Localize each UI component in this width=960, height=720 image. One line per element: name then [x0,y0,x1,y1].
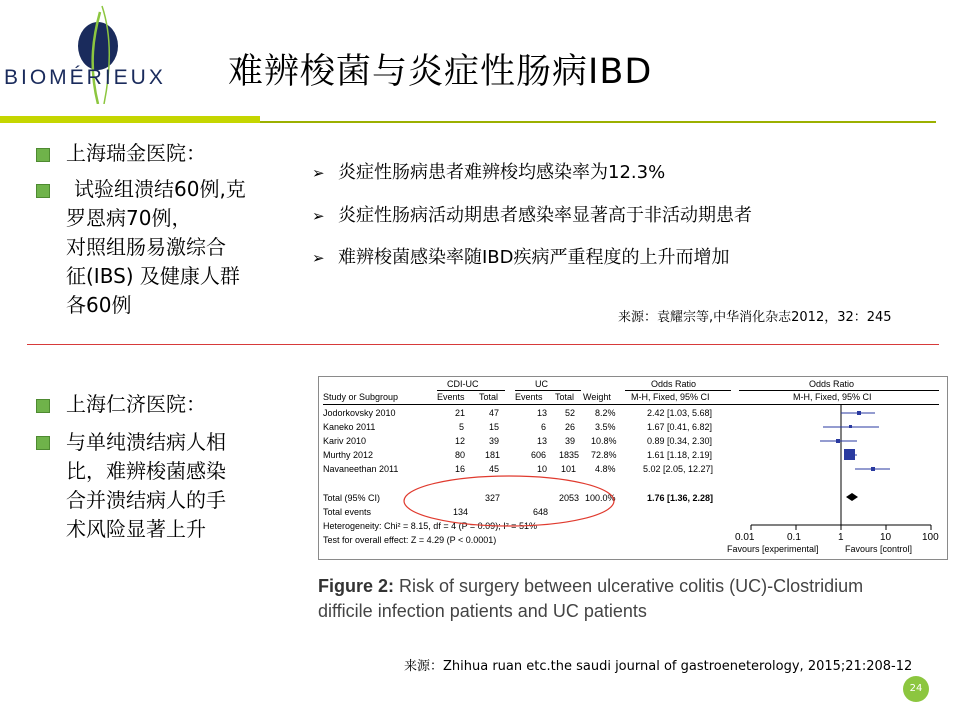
group-header-cdi-uc: CDI-UC [447,379,479,389]
slide-title: 难辨梭菌与炎症性肠病IBD [228,52,653,92]
bullet-icon [36,148,50,162]
axis-tick: 0.1 [787,532,801,543]
highlight-ellipse [404,476,614,526]
section-divider [27,344,939,345]
desc-line: 试验组溃结60例,克 [74,177,246,201]
col-header-ci-plot: M-H, Fixed, 95% CI [793,392,872,402]
heterogeneity-text: Heterogeneity: Chi² = 8.15, df = 4 (P = 0.09); I² = 51% [323,521,537,531]
section2-hospital: 上海仁济医院： [66,392,206,416]
title-underline [260,121,936,123]
arrow-bullet-icon: ➢ [312,207,325,225]
col-header-study: Study or Subgroup [323,392,399,402]
group-header-odds-ratio: Odds Ratio [651,379,697,389]
desc-line: 与单纯溃结病人相 [66,430,226,454]
bullet-icon [36,399,50,413]
section1-hospital: 上海瑞金医院： [66,141,206,165]
finding-item: ➢ 炎症性肠病活动期患者感染率显著高于非活动期患者 [312,205,752,226]
axis-tick: 0.01 [735,532,755,543]
finding-item: ➢ 炎症性肠病患者难辨梭均感染率为12.3% [312,162,666,183]
bullet-icon [36,436,50,450]
desc-line: 罗恩病70例， [66,206,192,230]
col-header-total: Total [555,392,575,402]
finding-item: ➢ 难辨梭菌感染率随IBD疾病严重程度的上升而增加 [312,247,730,268]
figure-caption: Figure 2: Risk of surgery between ulcerative colitis (UC)-Clostridium difficile infection patients and UC patients [318,576,864,621]
arrow-bullet-icon: ➢ [312,164,325,182]
arrow-bullet-icon: ➢ [312,249,325,267]
favours-left-label: Favours [experimental] [727,544,819,554]
col-header-total: Total [479,392,499,402]
figure-label: Figure 2: [318,576,395,596]
overall-effect-text: Test for overall effect: Z = 4.29 (P < 0.0001) [323,535,497,545]
group-header-uc: UC [535,379,548,389]
axis-tick: 10 [880,532,892,543]
section1-source: 来源：袁耀宗等,中华消化杂志2012，32：245 [618,310,892,325]
forest-plot-figure: CDI-UC UC Odds Ratio Odds Ratio Study or Subgroup Events Total Events Total Weight M-H, Fixed, 95% CI M-H, Fixed, 95% CI Jodorkovsky 2010 21 47 13 52 8.2% 2.42 [1.03, 5.68] Kaneko 2011 5 15 6 26 3.5% 1.67 [0.41, 6.82] Kariv 2010 12 39 13 39 10.8% 0.89 [0.34, 2.30] Murthy 2012 80 181 606 1835 72.8% 1.61 [1.18, 2.19] Navaneethan 2011 16 45 10 101 4.8% 5.02 [2.05, 12.27] Total (95% CI) 327 2053 100.0% 1.76 [1.36, 2.28] Total events 134 648 Heterogeneity: Chi² = 8.15, df = 4 (P = 0.09); I² = 51% Test for overall effect: Z = 4.29 (P < 0.0001) 0.01 0.1 1 10 100 Favours [experimental] Favours [control] [318,376,948,560]
favours-right-label: Favours [control] [845,544,913,554]
section2-source: 来源：Zhihua ruan etc.the saudi journal of gastroeneterology, 2015;21:208-12 [404,659,913,674]
col-header-events: Events [437,392,465,402]
col-header-events: Events [515,392,543,402]
desc-line: 对照组肠易激综合 [66,235,226,259]
col-header-ci: M-H, Fixed, 95% CI [631,392,710,402]
col-header-weight: Weight [583,392,611,402]
page-number-badge: 24 [903,676,929,702]
desc-line: 合并溃结病人的手 [66,488,226,512]
bullet-icon [36,184,50,198]
desc-line: 比，难辨梭菌感染 [66,459,226,483]
title-accent-bar [0,116,260,123]
axis-tick: 100 [922,532,939,543]
logo-wordmark: BIOMÉRIEUX [4,66,166,89]
desc-line: 征(IBS) 及健康人群 [66,264,240,288]
forest-plot-graphic [319,377,947,559]
axis-tick: 1 [838,532,844,543]
section1-description [66,175,306,320]
desc-line: 术风险显著上升 [66,517,206,541]
desc-line: 各60例 [66,293,132,317]
group-header-odds-ratio-plot: Odds Ratio [809,379,855,389]
section2-description [66,428,306,544]
